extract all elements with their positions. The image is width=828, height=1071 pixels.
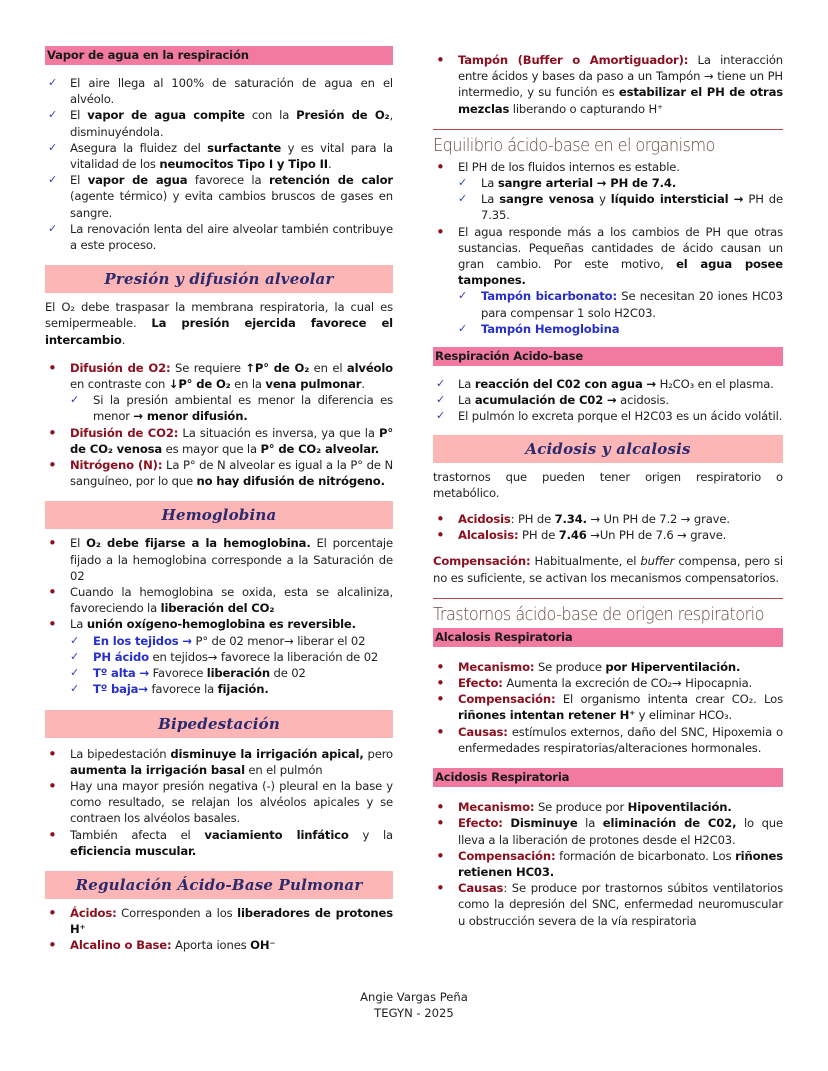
item-text: H₂CO₃ en el plasma. — [656, 377, 774, 392]
item-text: acidosis. — [616, 393, 669, 408]
label-causas: Causas — [458, 881, 504, 896]
hemoglobina-list — [45, 535, 393, 697]
section-equilibrio — [433, 129, 783, 159]
item-bold: retención de calor — [268, 173, 393, 188]
equilibrio-list — [433, 159, 783, 337]
bullet-icon: • — [436, 879, 445, 898]
item-bold: acumulación de C02 → — [474, 393, 617, 408]
check-icon: ✓ — [70, 666, 80, 680]
left-column — [45, 46, 393, 954]
section-header-hemoglobina: Hemoglobina — [45, 501, 393, 529]
item-text: la — [577, 816, 603, 831]
item-bold: 7.46 — [558, 528, 587, 543]
item-text: Se necesitan 20 iones HC03 para compensar 1 solo H2C03. — [481, 289, 783, 320]
list-item — [45, 140, 393, 172]
bullet-icon: • — [48, 456, 57, 475]
label-tejidos: En los tejidos → — [93, 633, 192, 648]
section-header-alcalosis-respiratoria: Alcalosis Respiratoria — [433, 628, 783, 647]
item-bold: vena pulmonar — [265, 377, 362, 392]
item-bold: Disminuye — [510, 816, 578, 831]
item-text: en el — [309, 360, 347, 375]
check-icon: ✓ — [48, 108, 58, 122]
acidosis-resp-list — [433, 799, 783, 929]
check-icon: ✓ — [48, 140, 58, 154]
item-bold: liberadores de protones H⁺ — [70, 905, 393, 937]
item-text: Corresponden a los — [116, 905, 238, 920]
label-ph-acido: PH ácido — [93, 649, 149, 664]
sublist-item — [70, 392, 393, 424]
footer-course: TEGYN - 2025 — [374, 1006, 454, 1020]
presion-list — [45, 360, 393, 490]
item-bold: neumocitos Tipo I y Tipo II — [159, 157, 328, 172]
list-item — [45, 457, 393, 489]
item-text: de 02 — [269, 666, 306, 681]
list-item — [433, 675, 783, 691]
bullet-icon: • — [48, 583, 57, 602]
item-text: : Se produce por trastornos súbitos ventilatorios como la depresión del SNC, enfermedad neuromuscular u obstrucción severa de la vía respiratoria — [458, 881, 783, 928]
item-bold: disminuye la irrigación apical, — [170, 746, 364, 761]
check-icon: ✓ — [458, 192, 468, 206]
label-compensacion: Compensación: — [433, 554, 531, 569]
item-text: La renovación lenta del aire alveolar también contribuye a este proceso. — [70, 221, 393, 253]
regulacion-list — [45, 905, 393, 954]
item-text: El aire llega al 100% de saturación de agua en el alvéolo. — [70, 76, 393, 107]
check-icon: ✓ — [436, 409, 446, 423]
section-header-acidosis-alcalosis: Acidosis y alcalosis — [433, 435, 783, 463]
check-icon: ✓ — [436, 393, 446, 407]
sublist-item — [458, 191, 783, 223]
item-bold: sangre arterial → PH de 7.4. — [497, 176, 677, 191]
item-text: Se produce — [534, 659, 606, 674]
label-tampon-bicarbonato: Tampón bicarbonato: — [481, 289, 617, 304]
bullet-icon: • — [436, 510, 445, 529]
item-text: → Un PH de 7.2 → grave. — [586, 512, 730, 527]
list-item — [433, 527, 783, 543]
bullet-icon: • — [436, 222, 445, 241]
item-text: PH de — [518, 528, 559, 543]
item-text: Aumenta la excreción de CO₂→ Hipocapnia. — [502, 676, 753, 691]
bullet-icon: • — [436, 798, 445, 817]
item-bold: liberación — [206, 666, 270, 681]
list-item — [433, 159, 783, 224]
list-item — [433, 724, 783, 756]
label-difusion-o2: Difusión de O2: — [70, 360, 171, 375]
check-icon: ✓ — [70, 682, 80, 696]
section-title-equilibrio: Equilibrio ácido-base en el organismo — [433, 135, 715, 156]
item-bold: unión oxígeno-hemoglobina es reversible. — [86, 617, 356, 632]
item-text: La situación es inversa, ya que la — [178, 425, 379, 440]
item-text: El — [70, 173, 88, 188]
item-text: El porcentaje fijado a la hemoglobina corresponde a la Saturación de 02 — [70, 536, 393, 583]
list-item — [45, 425, 393, 457]
item-text: lo que lleva a la liberación de protones desde el H2C03. — [458, 816, 783, 847]
sublist-item — [458, 175, 783, 191]
item-italic: buffer — [640, 554, 675, 569]
item-text: y la — [348, 827, 393, 842]
label-compensacion: Compensación: — [458, 692, 556, 707]
item-text: es mayor que la — [162, 441, 261, 456]
item-text: El — [70, 536, 87, 551]
item-bold: por Hiperventilación. — [605, 659, 741, 674]
item-bold: estabilizar el PH de otras mezclas — [458, 85, 783, 116]
label-t-baja: Tº baja→ — [93, 682, 148, 697]
item-text: y es vital para la vitalidad de los — [70, 140, 393, 172]
respiracion-list — [433, 376, 783, 425]
list-item — [433, 815, 783, 847]
bipedestacion-list — [45, 746, 393, 859]
list-item — [45, 535, 393, 584]
section-header-vapor: Vapor de agua en la respiración — [45, 46, 393, 65]
item-text: en tejidos→ favorece la liberación de 02 — [148, 649, 379, 664]
bullet-icon: • — [48, 936, 57, 955]
bullet-icon: • — [436, 157, 445, 176]
label-causas: Causas: — [458, 724, 508, 739]
bullet-icon: • — [436, 674, 445, 693]
label-alcalosis: Alcalosis: — [458, 528, 519, 543]
item-bold: surfactante — [207, 140, 282, 155]
sublist-item — [70, 681, 393, 697]
intro-bold: La presión ejercida favorece el intercambio — [45, 316, 393, 347]
check-icon: ✓ — [458, 321, 468, 335]
label-tampon-hemoglobina: Tampón Hemoglobina — [481, 321, 620, 336]
item-bold: → menor difusión. — [133, 409, 248, 424]
bullet-icon: • — [436, 690, 445, 709]
item-bold: Hipoventilación. — [627, 800, 732, 815]
section-title-trastornos: Trastornos ácido-base de origen respiratorio — [433, 604, 764, 625]
check-icon: ✓ — [48, 76, 58, 89]
sublist-item — [70, 633, 393, 649]
check-icon: ✓ — [458, 176, 468, 190]
bullet-icon: • — [436, 814, 445, 833]
item-bold: vapor de agua — [87, 173, 188, 188]
vapor-list — [45, 75, 393, 253]
section-header-presion: Presión y difusión alveolar — [45, 265, 393, 293]
label-nitrogeno: Nitrógeno (N): — [70, 458, 163, 473]
acidosis-alcalosis-list — [433, 511, 783, 543]
item-bold: P° de CO₂ venosa — [70, 425, 393, 456]
item-text: PH de 7.35. — [481, 192, 783, 223]
list-item — [45, 360, 393, 425]
list-item — [45, 107, 393, 139]
tampon-list — [433, 52, 783, 117]
label-efecto: Efecto: — [458, 676, 503, 691]
check-icon: ✓ — [48, 221, 58, 235]
label-t-alta: Tº alta → — [93, 666, 150, 681]
item-text: El organismo intenta crear CO₂. Los — [555, 692, 783, 707]
check-icon: ✓ — [48, 173, 58, 187]
item-bold: sangre venosa — [499, 192, 595, 207]
bullet-icon: • — [48, 615, 57, 634]
item-text: El PH de los fluidos internos es estable. — [458, 159, 680, 174]
sublist-item — [458, 321, 783, 337]
list-item — [433, 880, 783, 929]
item-bold: 7.34. — [554, 512, 587, 527]
item-text: en contraste con — [70, 377, 169, 392]
sublist — [70, 633, 393, 698]
item-bold: vaciamiento linfático — [204, 827, 349, 842]
section-header-bipedestacion: Bipedestación — [45, 710, 393, 738]
list-item — [45, 827, 393, 859]
list-item — [433, 511, 783, 527]
bullet-icon: • — [48, 825, 57, 844]
item-bold: fijación. — [217, 682, 269, 697]
item-text: con la — [244, 108, 297, 123]
bullet-icon: • — [48, 423, 57, 442]
item-text: Aporta iones — [171, 938, 251, 953]
label-compensacion: Compensación: — [458, 848, 556, 863]
intro-text: El O₂ debe traspasar la membrana respiratoria, la cual es semipermeable. — [45, 300, 393, 331]
item-bold: O₂ debe fijarse a la hemoglobina. — [86, 536, 311, 551]
check-icon: ✓ — [70, 393, 80, 407]
bullet-icon: • — [436, 722, 445, 741]
label-acidos: Ácidos: — [70, 905, 117, 920]
bullet-icon: • — [48, 903, 57, 922]
item-bold: riñones intentan retener H⁺ — [458, 708, 636, 723]
list-item — [433, 376, 783, 392]
list-item — [433, 392, 783, 408]
bullet-icon: • — [436, 846, 445, 865]
bullet-icon: • — [436, 526, 445, 545]
item-bold: liberación del CO₂ — [160, 601, 275, 616]
item-text: →Un PH de 7.6 → grave. — [586, 528, 727, 543]
list-item — [45, 905, 393, 937]
list-item — [433, 691, 783, 723]
item-text: Favorece — [149, 666, 207, 681]
item-bold: riñones retienen HC03. — [458, 848, 783, 879]
list-item — [45, 778, 393, 827]
bullet-icon: • — [48, 776, 57, 795]
item-text: compensa, pero si no es suficiente, se activan los mecanismos compensatorios. — [433, 554, 783, 585]
list-item — [45, 221, 393, 253]
item-text: en el pulmón — [244, 762, 323, 777]
item-text: La — [458, 377, 475, 392]
list-item — [45, 75, 393, 107]
section-trastornos — [433, 598, 783, 628]
item-text: La bipedestación — [70, 746, 171, 761]
sublist — [458, 288, 783, 337]
label-tampon: Tampón (Buffer o Amortiguador): — [458, 53, 689, 67]
footer-author: Angie Vargas Peña — [360, 990, 468, 1004]
item-bold: ↑P° de O₂ — [245, 360, 310, 375]
item-bold: OH⁻ — [250, 938, 276, 953]
intro-text: . — [121, 332, 126, 347]
alcalosis-resp-list — [433, 659, 783, 756]
item-bold: P° de CO₂ alveolar. — [260, 441, 380, 456]
label-mecanismo: Mecanismo: — [458, 800, 535, 815]
check-icon: ✓ — [70, 633, 80, 647]
compensacion-paragraph — [433, 553, 783, 585]
list-item — [45, 616, 393, 697]
item-text: Cuando la hemoglobina se oxida, esta se alcaliniza, favoreciendo la — [70, 585, 393, 616]
item-text: El agua responde más a los cambios de PH que otras sustancias. Pequeñas cantidades de ácido causan un gran cambio. Por este motivo, — [458, 224, 783, 272]
list-item — [433, 52, 783, 117]
item-bold: aumenta la irrigación basal — [70, 762, 245, 777]
section-header-acidosis-respiratoria: Acidosis Respiratoria — [433, 768, 783, 787]
list-item — [433, 848, 783, 880]
item-text: La P° de N alveolar es igual a la P° de N sanguíneo, por lo que — [70, 458, 394, 489]
section-header-regulacion: Regulación Ácido-Base Pulmonar — [45, 871, 393, 899]
list-item — [45, 584, 393, 616]
sublist-item — [458, 288, 783, 320]
item-text: formación de bicarbonato. Los — [555, 848, 736, 863]
sublist-item — [70, 665, 393, 681]
item-text: : PH de — [510, 512, 555, 527]
item-text: favorece la — [147, 682, 218, 697]
item-text: Se requiere — [170, 360, 246, 375]
item-text: La — [481, 176, 498, 191]
item-text: La — [481, 192, 500, 207]
item-text: . — [361, 377, 365, 392]
sublist — [458, 175, 783, 224]
check-icon: ✓ — [436, 377, 446, 391]
item-text: , disminuyéndola. — [70, 108, 393, 139]
list-item — [433, 224, 783, 337]
footer — [0, 989, 828, 1021]
item-text: El — [70, 108, 88, 123]
item-text: La — [458, 393, 475, 408]
item-bold: el agua posee tampones. — [458, 257, 783, 288]
item-text: P° de 02 menor→ liberar el 02 — [191, 633, 366, 648]
bullet-icon: • — [48, 358, 57, 377]
item-bold: no hay difusión de nitrógeno. — [196, 474, 385, 489]
item-text: liberando o capturando H⁺ — [509, 101, 664, 116]
item-text: Asegura la fluidez del — [70, 140, 208, 155]
item-bold: ↓P° de O₂ — [168, 377, 231, 392]
list-item — [433, 408, 783, 424]
list-item — [433, 659, 783, 675]
item-bold: eliminación de C02, — [602, 816, 737, 831]
item-bold: eficiencia muscular. — [70, 843, 197, 858]
item-bold: vapor de agua compite — [87, 108, 245, 123]
item-text: y — [594, 192, 611, 207]
item-text: y eliminar HCO₃. — [635, 708, 733, 723]
label-difusion-co2: Difusión de CO2: — [70, 425, 179, 440]
label-efecto: Efecto: — [458, 816, 503, 831]
presion-intro — [45, 299, 393, 348]
item-text: en la — [230, 377, 266, 392]
label-alcalino: Alcalino o Base: — [70, 938, 172, 953]
item-text: Si la presión ambiental es menor la diferencia es menor — [93, 393, 393, 424]
item-text: La interacción entre ácidos y bases da paso a un Tampón → tiene un PH intermedio, y su función es — [458, 53, 783, 100]
bullet-icon: • — [436, 657, 445, 676]
item-text: favorece la — [187, 173, 269, 188]
list-item — [45, 937, 393, 953]
item-text: . — [327, 157, 332, 172]
label-mecanismo: Mecanismo: — [458, 659, 535, 674]
sublist-item — [70, 649, 393, 665]
list-item — [45, 172, 393, 221]
item-bold: reacción del C02 con agua → — [474, 377, 657, 392]
item-text: La — [70, 617, 87, 632]
bullet-icon: • — [48, 534, 57, 553]
check-icon: ✓ — [70, 649, 80, 663]
list-item — [45, 746, 393, 778]
item-text: El pulmón lo excreta porque el H2C03 es un ácido volátil. — [458, 409, 783, 424]
check-icon: ✓ — [458, 289, 468, 303]
item-text: (agente térmico) y evita cambios bruscos de gases en sangre. — [70, 189, 393, 220]
item-bold: Presión de O₂ — [296, 108, 390, 123]
section-header-respiracion: Respiración Acido-base — [433, 347, 783, 366]
sublist — [70, 392, 393, 424]
list-item — [433, 799, 783, 815]
acidosis-intro: trastornos que pueden tener origen respiratorio o metabólico. — [433, 469, 783, 500]
bullet-icon: • — [48, 744, 57, 763]
item-bold: alvéolo — [346, 360, 393, 375]
item-text: Habitualmente, el — [530, 554, 641, 569]
bullet-icon: • — [436, 51, 445, 69]
item-text: Hay una mayor presión negativa (-) pleural en la base y como resultado, se relajan los alvéolos apicales y se contraen los alvéolos basales. — [70, 778, 393, 826]
right-column — [433, 52, 783, 929]
item-text: pero — [363, 746, 393, 761]
item-text: También afecta el — [70, 827, 205, 842]
item-text: Se produce por — [534, 800, 628, 815]
item-bold: líquido intersticial → — [610, 192, 744, 207]
item-text: estímulos externos, daño del SNC, Hipoxemia o enfermedades respiratorias/alteraciones hormonales. — [458, 724, 783, 755]
label-acidosis: Acidosis — [458, 512, 511, 527]
